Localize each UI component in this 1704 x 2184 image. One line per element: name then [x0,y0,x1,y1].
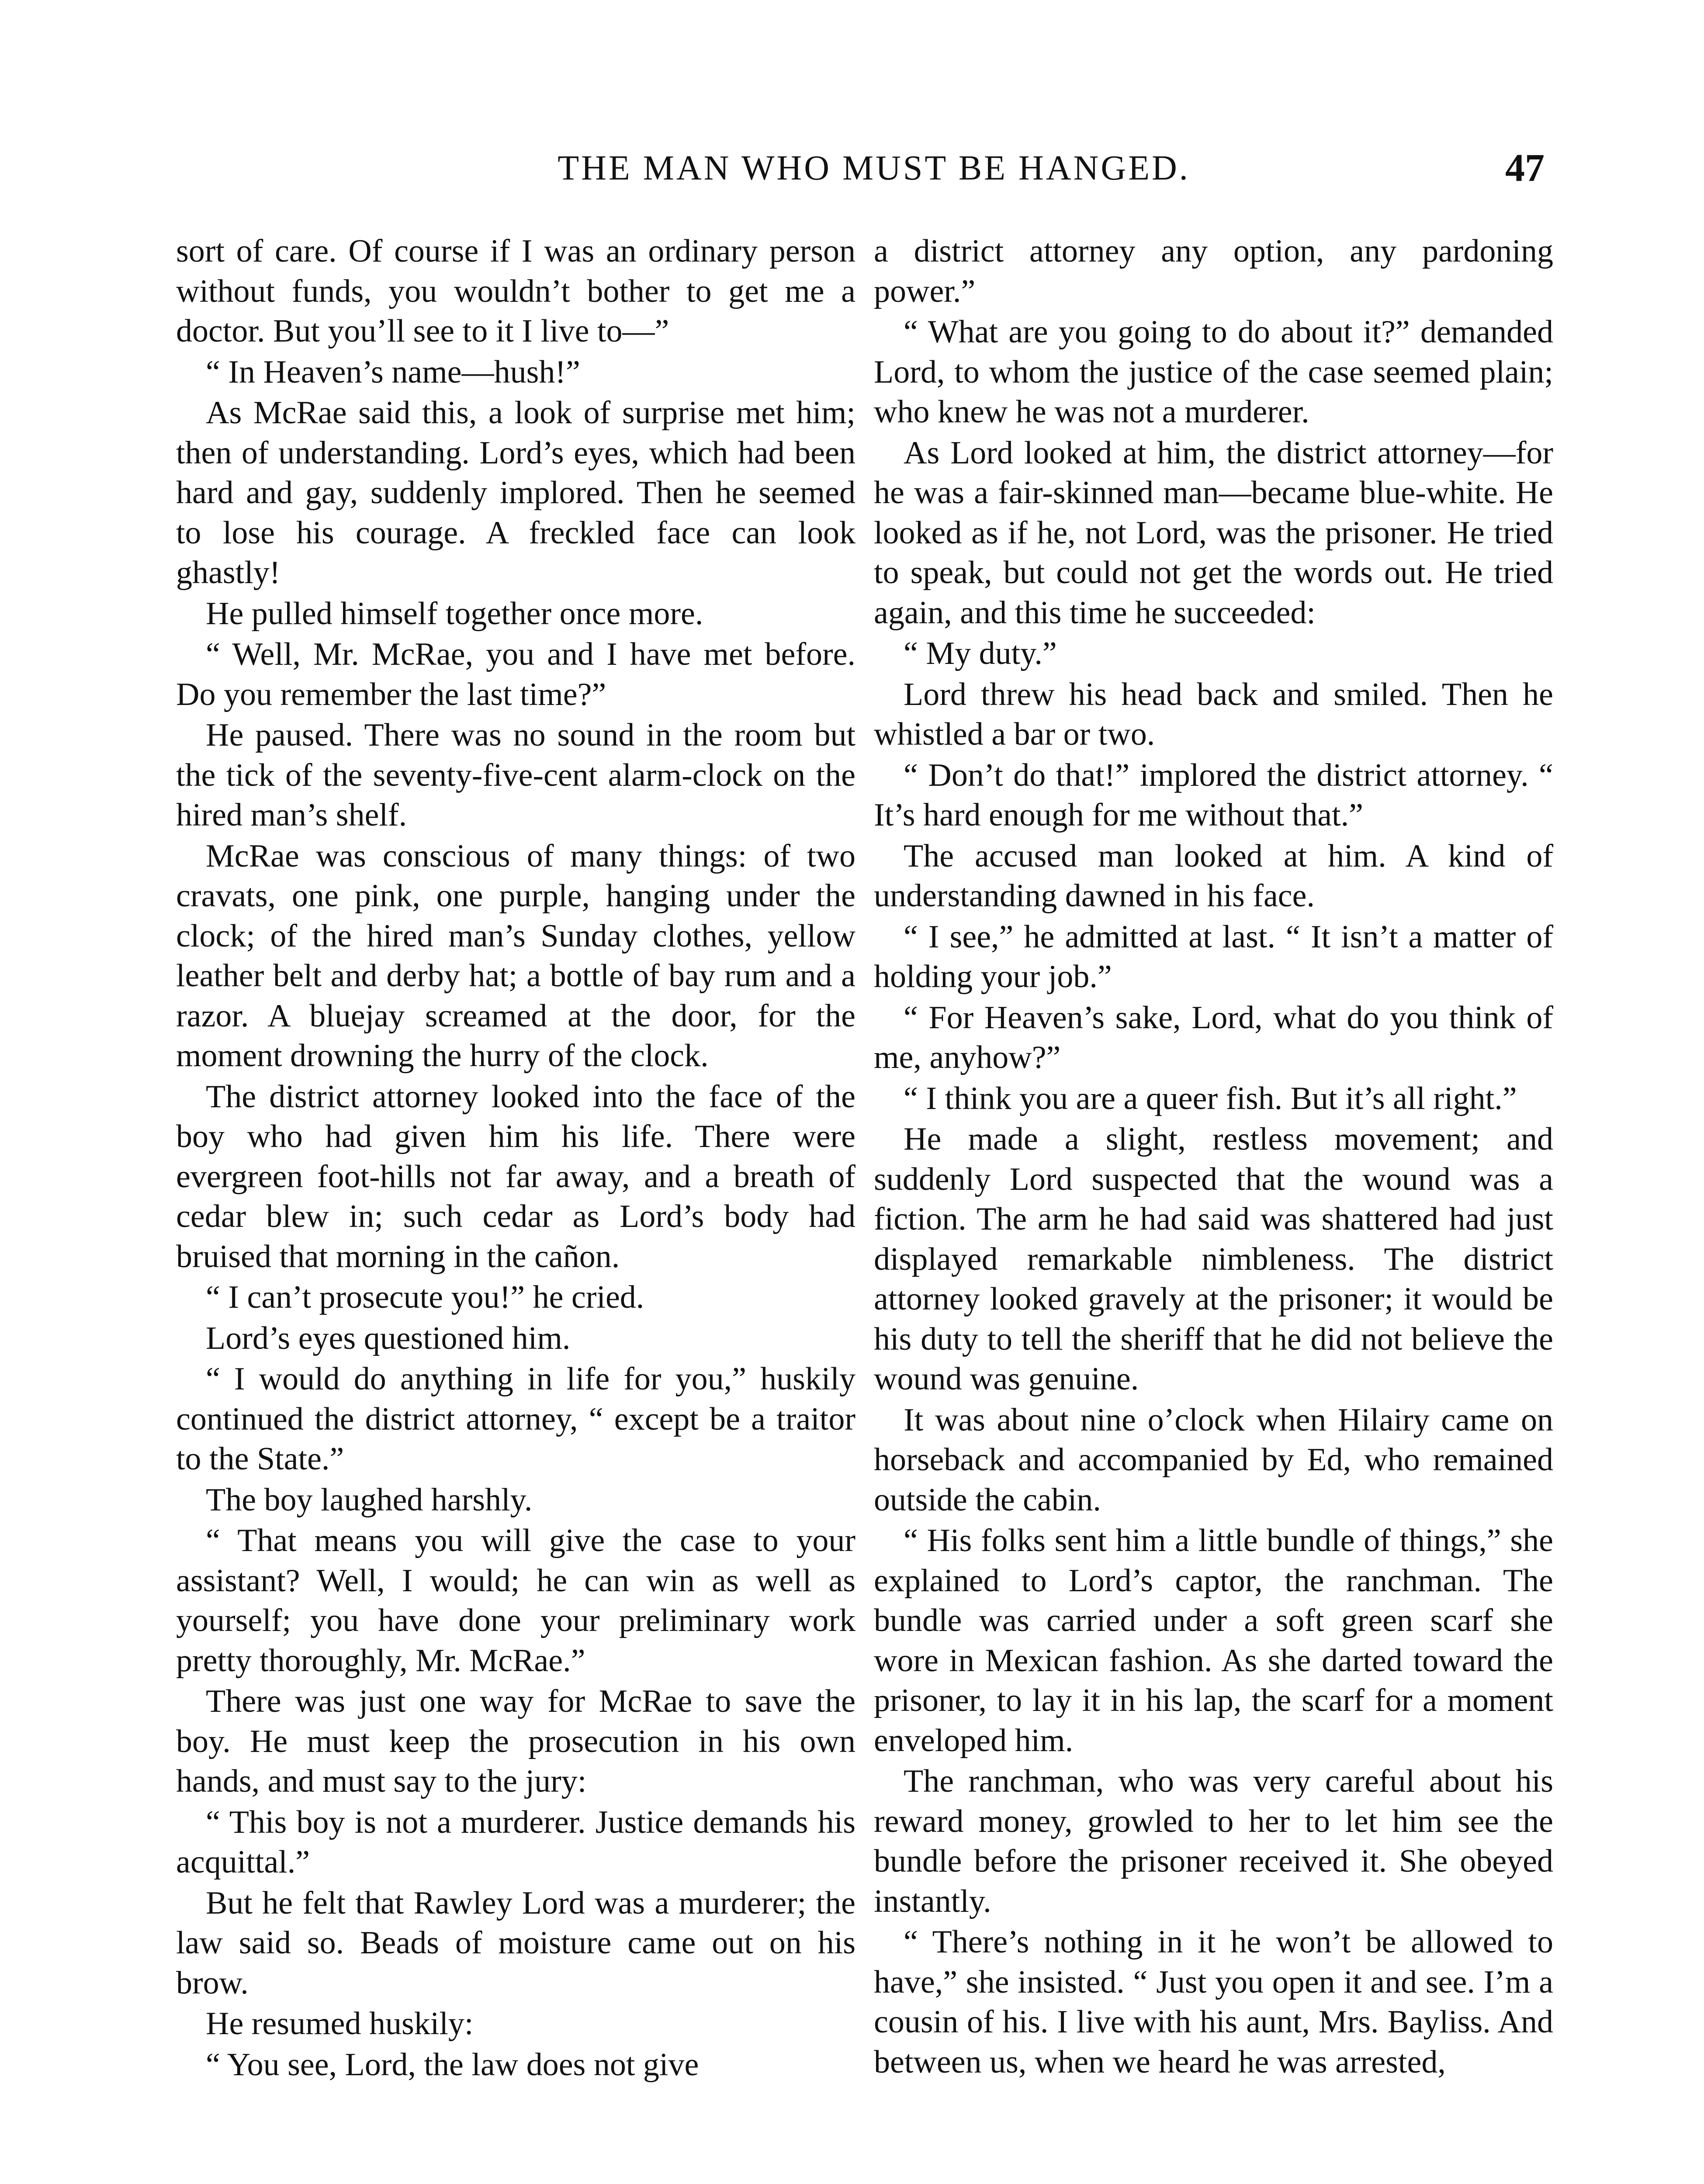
page-number: 47 [1505,146,1545,190]
running-head-title: THE MAN WHO MUST BE HANGED. [558,149,1190,187]
paragraph: It was about nine o’clock when Hilairy came on horseback and accompanied by Ed, who remained outside the cabin. [874,1402,1553,1518]
paragraph: “ In Heaven’s name—hush!” [206,354,580,390]
paragraph: As McRae said this, a look of surprise met him; then of understanding. Lord’s eyes, which had been hard and gay, suddenly implored. Then he seemed to lose his courage. A freckled face can look ghastly! [176,395,855,591]
paragraph: Lord threw his head back and smiled. Then he whistled a bar or two. [874,676,1553,752]
paragraph: “ That means you will give the case to your assistant? Well, I would; he can win as well as yourself; you have done your preliminary work pretty thoroughly, Mr. McRae.” [176,1523,855,1679]
paragraph: “ Well, Mr. McRae, you and I have met before. Do you remember the last time?” [176,636,855,712]
paragraph: As Lord looked at him, the district attorney—for he was a fair-skinned man—became blue-white. He looked as if he, not Lord, was the prisoner. He tried to speak, but could not get the words out. He tried again, and this time he succeeded: [874,435,1553,631]
paragraph: The ranchman, who was very careful about his reward money, growled to her to let him see the bundle before the prisoner received it. She obeyed instantly. [874,1763,1553,1919]
paragraph: He made a slight, restless movement; and suddenly Lord suspected that the wound was a fiction. The arm he had said was shattered had just displayed remarkable nimbleness. The district attorney looked gravely at the prisoner; it would be his duty to tell the sheriff that he did not believe the wound was genuine. [874,1121,1553,1397]
paragraph: “ For Heaven’s sake, Lord, what do you think of me, anyhow?” [874,999,1553,1075]
paragraph: “ Don’t do that!” implored the district attorney. “ It’s hard enough for me without that.” [874,757,1553,833]
paragraph: “ I think you are a queer fish. But it’s all right.” [904,1080,1517,1116]
paragraph: The accused man looked at him. A kind of understanding dawned in his face. [874,838,1553,914]
paragraph: “ You see, Lord, the law does not give [206,2046,699,2083]
paragraph: “ I would do anything in life for you,” huskily continued the district attorney, “ except be a traitor to the State.” [176,1361,855,1477]
left-text-column [176,232,855,2086]
paragraph: Lord’s eyes questioned him. [206,1320,571,1356]
paragraph: “ His folks sent him a little bundle of things,” she explained to Lord’s captor, the ranchman. The bundle was carried under a soft green scarf she wore in Mexican fashion. As she darted toward the prisoner, to lay it in his lap, the scarf for a moment enveloped him. [874,1523,1553,1759]
paragraph: “ I see,” he admitted at last. “ It isn’t a matter of holding your job.” [874,919,1553,995]
paragraph: sort of care. Of course if I was an ordinary person without funds, you wouldn’t bother to get me a doctor. But you’ll see to it I live to—” [176,233,855,349]
paragraph: “ I can’t prosecute you!” he cried. [206,1279,644,1315]
paragraph: “ This boy is not a murderer. Justice demands his acquittal.” [176,1804,855,1880]
paragraph: He resumed huskily: [206,2006,474,2042]
paragraph: The boy laughed harshly. [206,1482,533,1518]
paragraph: But he felt that Rawley Lord was a murderer; the law said so. Beads of moisture came out on his brow. [176,1885,855,2001]
paragraph: He pulled himself together once more. [206,595,703,632]
paragraph: There was just one way for McRae to save the boy. He must keep the prosecution in his own hands, and must say to the jury: [176,1683,855,1799]
paragraph: a district attorney any option, any pardoning power.” [874,233,1553,309]
paragraph: “ What are you going to do about it?” demanded Lord, to whom the justice of the case seemed plain; who knew he was not a murderer. [874,314,1553,430]
right-text-column [874,232,1553,2083]
paragraph: He paused. There was no sound in the room but the tick of the seventy-five-cent alarm-clock on the hired man’s shelf. [176,717,855,833]
paragraph: McRae was conscious of many things: of two cravats, one pink, one purple, hanging under the clock; of the hired man’s Sunday clothes, yellow leather belt and derby hat; a bottle of bay rum and a razor. A bluejay screamed at the door, for the moment drowning the hurry of the clock. [176,838,855,1074]
paragraph: “ There’s nothing in it he won’t be allowed to have,” she insisted. “ Just you open it and see. I’m a cousin of his. I live with his aunt, Mrs. Bayliss. And between us, when we heard he was arrested, [874,1924,1553,2080]
paragraph: The district attorney looked into the face of the boy who had given him his life. There were evergreen foot-hills not far away, and a breath of cedar blew in; such cedar as Lord’s body had bruised that morning in the cañon. [176,1078,855,1275]
paragraph: “ My duty.” [904,636,1057,671]
